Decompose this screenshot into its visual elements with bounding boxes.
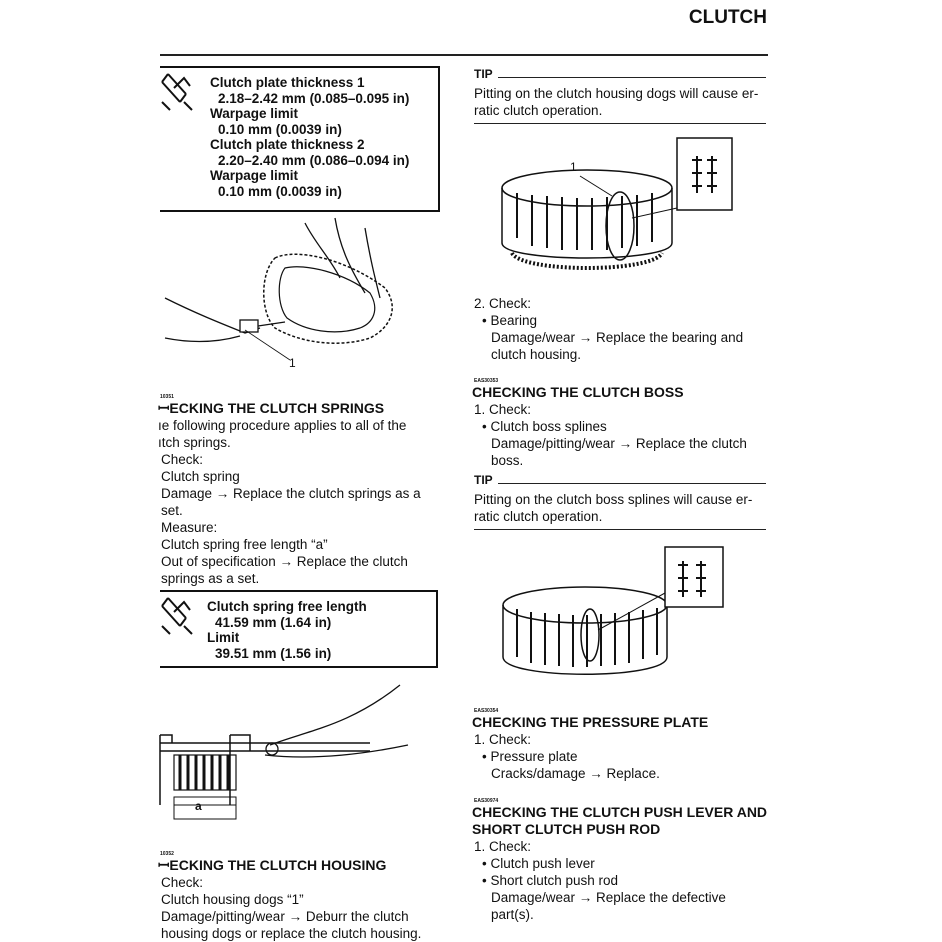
caliper-label-a: a [195, 799, 202, 813]
tip-label: TIP [474, 67, 493, 81]
body-text: Clutch housing dogs “1” [161, 892, 304, 907]
spec-line: Limit [207, 630, 240, 645]
spec-value: 2.20–2.40 mm (0.086–0.094 in) [218, 152, 410, 168]
tip-end-rule [474, 123, 766, 124]
section-code: EAS30974 [474, 798, 499, 804]
section-code: EAS30354 [474, 708, 499, 714]
spec-box-plate-thickness [160, 66, 440, 212]
figure-callout-1: 1 [570, 160, 577, 174]
tip-text: ratic clutch operation. [474, 509, 603, 524]
body-text: Damage/pitting/wear → Replace the clutch [491, 436, 747, 451]
tip-rule [498, 77, 766, 78]
body-text: Out of specification → Replace the clutch [161, 554, 408, 569]
spec-value: 2.18–2.42 mm (0.085–0.095 in) [218, 90, 410, 106]
page-title: CLUTCH [688, 7, 767, 28]
body-text: 2. Check: [474, 296, 532, 311]
body-text: Clutch spring [161, 469, 240, 484]
body-text: ıtch springs. [158, 435, 231, 450]
body-text: Damage → Replace the clutch springs as a [161, 486, 421, 501]
tip-end-rule [474, 529, 766, 530]
body-text: Measure: [161, 520, 218, 535]
body-text: Check: [161, 452, 204, 467]
spec-value: 0.10 mm (0.0039 in) [218, 183, 342, 199]
clutch-boss-illustration [495, 545, 735, 685]
tip-text: ratic clutch operation. [474, 103, 603, 118]
body-text: 1. Check: [474, 732, 532, 747]
body-text: Cracks/damage → Replace. [491, 766, 660, 781]
figure-callout-1: 1 [289, 356, 296, 370]
body-text: clutch housing. [491, 347, 582, 362]
body-text: set. [161, 503, 183, 518]
spec-box-spring-length [160, 590, 438, 668]
spec-value: 0.10 mm (0.0039 in) [218, 121, 342, 137]
tip-rule [498, 483, 766, 484]
body-text: 1. Check: [474, 839, 532, 854]
body-text: Clutch spring free length “a” [161, 537, 328, 552]
body-text: Check: [161, 875, 204, 890]
section-heading-housing: ꟷECKING THE CLUTCH HOUSING [158, 857, 387, 873]
body-text: part(s). [491, 907, 534, 922]
section-heading-push-rod: SHORT CLUTCH PUSH ROD [472, 821, 661, 837]
header-rule [160, 54, 768, 56]
spec-line: Warpage limit [210, 168, 299, 183]
tip-text: Pitting on the clutch housing dogs will cause er- [474, 86, 759, 101]
section-heading-springs: ꟷECKING THE CLUTCH SPRINGS [158, 400, 385, 416]
tip-label: TIP [474, 473, 493, 487]
section-code: 10352 [160, 851, 174, 857]
plate-warpage-illustration [165, 218, 425, 378]
body-text: 1. Check: [474, 402, 532, 417]
body-text: • Bearing [482, 313, 538, 328]
spec-line: Warpage limit [210, 106, 299, 121]
body-text: Damage/pitting/wear → Deburr the clutch [161, 909, 409, 924]
body-text: • Pressure plate [482, 749, 578, 764]
spec-line: Clutch plate thickness 1 [210, 75, 365, 90]
section-heading-push-lever: CHECKING THE CLUTCH PUSH LEVER AND [472, 804, 768, 820]
section-heading-pressure-plate: CHECKING THE PRESSURE PLATE [472, 714, 709, 730]
section-code: 10351 [160, 394, 174, 400]
caliper-spec-icon [160, 596, 194, 636]
clutch-housing-illustration [492, 138, 772, 288]
spec-value: 41.59 mm (1.64 in) [215, 614, 332, 630]
caliper-spec-icon [160, 72, 194, 112]
body-text: springs as a set. [161, 571, 260, 586]
spec-line: Clutch spring free length [207, 599, 367, 614]
spec-value: 39.51 mm (1.56 in) [215, 645, 332, 661]
body-text: boss. [491, 453, 524, 468]
body-text: • Clutch boss splines [482, 419, 607, 434]
body-text: housing dogs or replace the clutch housing. [161, 926, 422, 941]
spec-line: Clutch plate thickness 2 [210, 137, 365, 152]
body-text: Damage/wear → Replace the defective [491, 890, 726, 905]
body-text: • Short clutch push rod [482, 873, 619, 888]
body-text: • Clutch push lever [482, 856, 595, 871]
body-text: ıe following procedure applies to all of the [158, 418, 407, 433]
section-code: EAS30353 [474, 378, 499, 384]
tip-text: Pitting on the clutch boss splines will cause er- [474, 492, 753, 507]
body-text: Damage/wear → Replace the bearing and [491, 330, 744, 345]
section-heading-boss: CHECKING THE CLUTCH BOSS [472, 384, 684, 400]
